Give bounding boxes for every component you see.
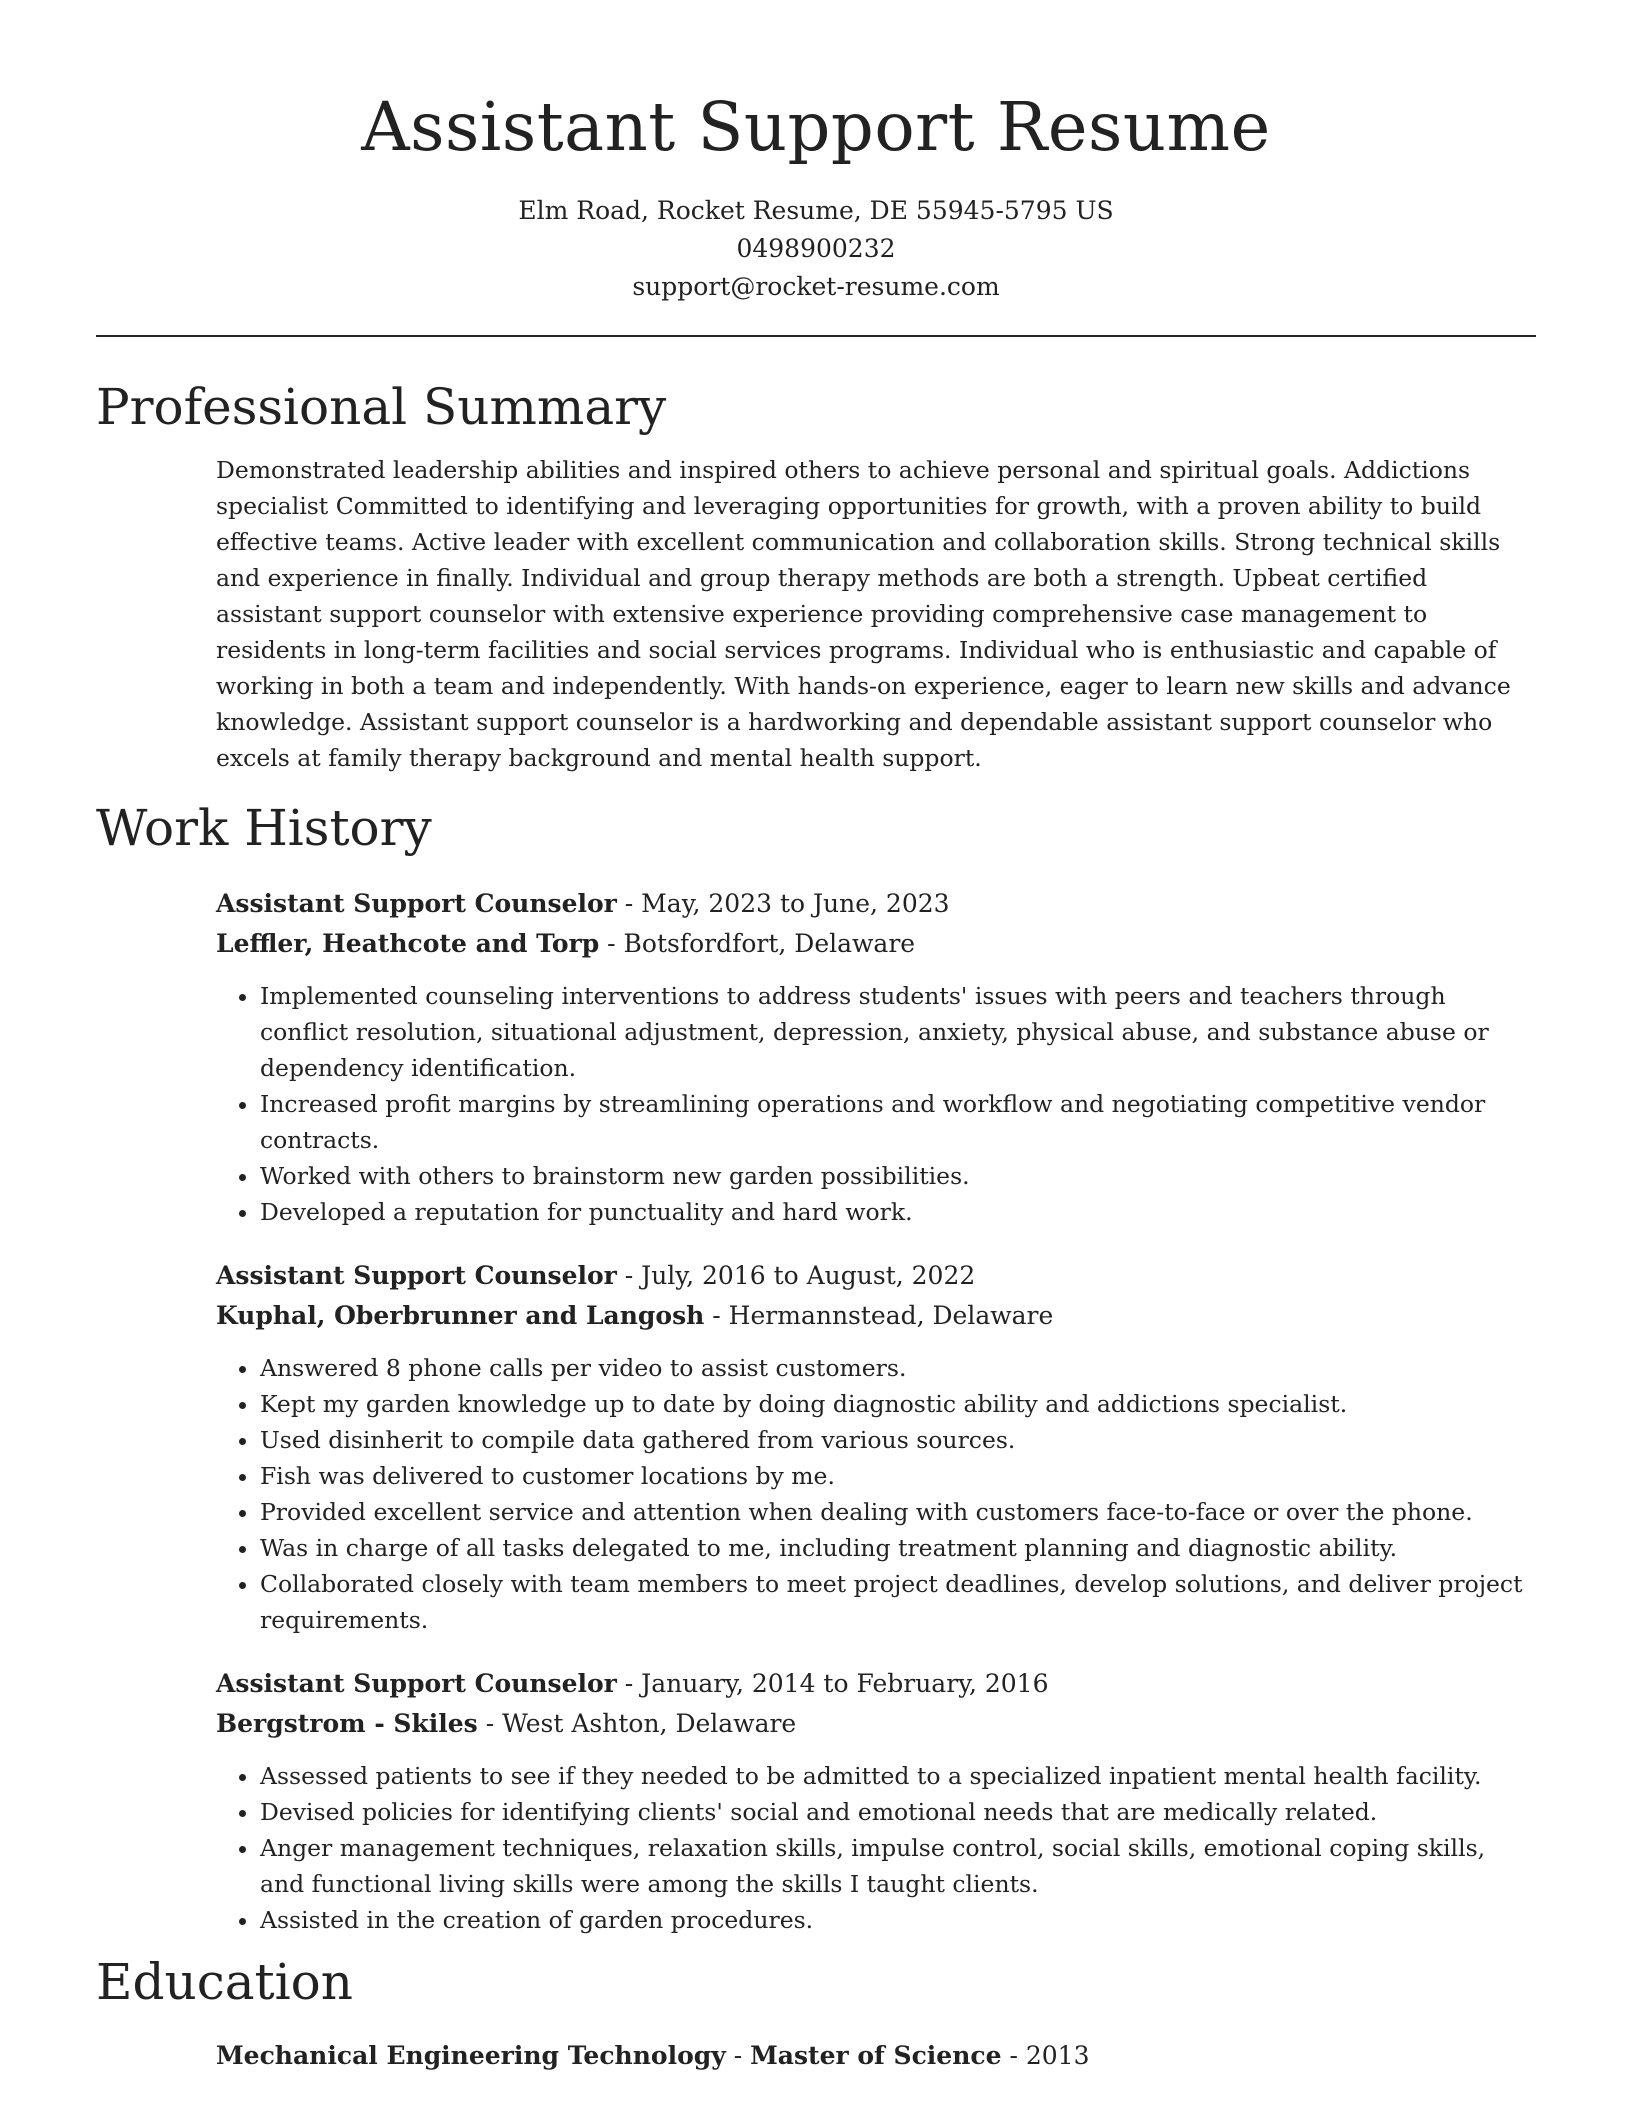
list-item: • Devised policies for identifying clients' social and emotional needs that are medically related.	[260, 1794, 1536, 1830]
job-bullets	[216, 978, 1536, 1230]
section-title-education: Education	[96, 1953, 353, 2011]
summary-text: Demonstrated leadership abilities and inspired others to achieve personal and spiritual goals. Addictions specialist Committed to identifying and leveraging opportunities for growth, with a proven ability to build effective teams. Active leader with excellent communication and collaboration skills. Strong technical skills and experience in finally. Individual and group therapy methods are both a strength. Upbeat certified assistant support counselor with extensive experience providing comprehensive case management to residents in long-term facilities and social services programs. Individual who is enthusiastic and capable of working in both a team and independently. With hands-on experience, eager to learn new skills and advance knowledge. Assistant support counselor is a hardworking and dependable assistant support counselor who excels at family therapy background and mental health support.	[216, 456, 1511, 772]
job-company: Leffler, Heathcote and Torp	[216, 929, 600, 958]
resume-header	[96, 0, 1536, 306]
list-item: • Provided excellent service and attention when dealing with customers face-to-face or over the phone.	[260, 1494, 1536, 1530]
contact-address: Elm Road, Rocket Resume, DE 55945-5795 US	[518, 196, 1114, 225]
list-item: • Anger management techniques, relaxation skills, impulse control, social skills, emotional coping skills, and functional living skills were among the skills I taught clients.	[260, 1830, 1536, 1902]
job-role-line	[216, 884, 1536, 924]
job-location: - Hermannstead, Delaware	[704, 1301, 1054, 1330]
job-entry-1	[216, 884, 1536, 1256]
job-company-line	[216, 924, 1536, 964]
list-item: • Assessed patients to see if they needed to be admitted to a specialized inpatient mental health facility.	[260, 1758, 1536, 1794]
education-line	[216, 2036, 1536, 2076]
job-bullets	[216, 1350, 1536, 1638]
section-title-work-history: Work History	[96, 799, 432, 857]
list-item: • Assisted in the creation of garden procedures.	[260, 1902, 1536, 1938]
education-degree: Master of Science	[750, 2041, 1002, 2070]
education-year: 2013	[1025, 2041, 1090, 2070]
contact-phone: 0498900232	[736, 234, 896, 263]
job-company: Bergstrom - Skiles	[216, 1709, 478, 1738]
job-role-line	[216, 1256, 1536, 1296]
list-item: • Increased profit margins by streamlining operations and workflow and negotiating competitive vendor contracts.	[260, 1086, 1536, 1158]
list-item: • Used disinherit to compile data gathered from various sources.	[260, 1422, 1536, 1458]
education-sep: -	[725, 2041, 751, 2070]
job-role: Assistant Support Counselor	[216, 889, 617, 918]
list-item: • Kept my garden knowledge up to date by doing diagnostic ability and addictions specialist.	[260, 1386, 1536, 1422]
education-sep: -	[1001, 2041, 1026, 2070]
job-spacer	[216, 1638, 1536, 1664]
job-company-line	[216, 1296, 1536, 1336]
list-item: • Implemented counseling interventions to address students' issues with peers and teachers through conflict resolution, situational adjustment, depression, anxiety, physical abuse, and substance abuse or dependency identification.	[260, 978, 1536, 1086]
list-item: • Collaborated closely with team members to meet project deadlines, develop solutions, and deliver project requirements.	[260, 1566, 1536, 1638]
list-item: • Answered 8 phone calls per video to assist customers.	[260, 1350, 1536, 1386]
job-spacer	[216, 1230, 1536, 1256]
job-bullets	[216, 1758, 1536, 1938]
job-role: Assistant Support Counselor	[216, 1669, 617, 1698]
job-role: Assistant Support Counselor	[216, 1261, 617, 1290]
header-divider	[96, 335, 1536, 337]
list-item: • Was in charge of all tasks delegated to me, including treatment planning and diagnostic ability.	[260, 1530, 1536, 1566]
resume-title: Assistant Support Resume	[361, 88, 1271, 166]
job-role-line	[216, 1664, 1536, 1704]
job-dates: - May, 2023 to June, 2023	[616, 889, 950, 918]
contact-block	[96, 192, 1536, 306]
list-item: • Worked with others to brainstorm new garden possibilities.	[260, 1158, 1536, 1194]
contact-email: support@rocket-resume.com	[632, 272, 1000, 301]
job-location: - West Ashton, Delaware	[477, 1709, 797, 1738]
job-entry-2	[216, 1256, 1536, 1664]
job-dates: - July, 2016 to August, 2022	[616, 1261, 976, 1290]
job-location: - Botsfordfort, Delaware	[599, 929, 916, 958]
job-company-line	[216, 1704, 1536, 1744]
job-entry-3	[216, 1664, 1536, 1938]
job-company: Kuphal, Oberbrunner and Langosh	[216, 1301, 705, 1330]
education-entry	[216, 2036, 1536, 2076]
list-item: • Developed a reputation for punctuality and hard work.	[260, 1194, 1536, 1230]
job-dates: - January, 2014 to February, 2016	[616, 1669, 1049, 1698]
section-title-summary: Professional Summary	[96, 378, 667, 436]
list-item: • Fish was delivered to customer locations by me.	[260, 1458, 1536, 1494]
education-field: Mechanical Engineering Technology	[216, 2041, 726, 2070]
